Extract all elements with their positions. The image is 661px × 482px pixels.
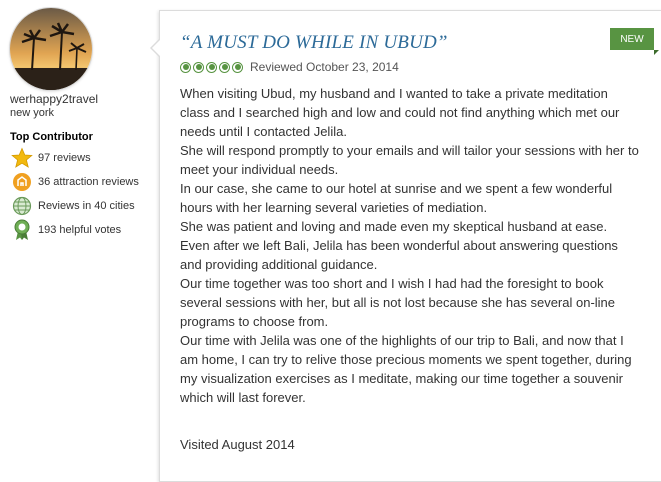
stat-attraction-reviews[interactable] [10, 171, 139, 193]
star-icon [10, 147, 34, 169]
stat-label: Reviews in 40 cities [38, 200, 135, 212]
rating-bubble-icon [219, 62, 230, 73]
attraction-icon [10, 171, 34, 193]
review-paragraph: When visiting Ubud, my husband and I wanted to take a private meditation class and I searched high and low and could not find anything which met our needs until I contacted Jelila. [180, 86, 620, 139]
rating-row [180, 59, 399, 75]
review-paragraph: Even after we left Bali, Jelila has been wonderful about answering questions and providing additional guidance. [180, 238, 618, 272]
rating-bubble-icon [206, 62, 217, 73]
rating-bubble-icon [180, 62, 191, 73]
stat-label: 36 attraction reviews [38, 176, 139, 188]
stat-cities[interactable] [10, 195, 135, 217]
new-badge: NEW [610, 28, 654, 50]
stat-label: 97 reviews [38, 152, 91, 164]
card-pointer-inner [152, 39, 161, 57]
review-paragraph: Our time together was too short and I wish I had had the foresight to book several sessions with her, but all is not lost because she has several on-line programs to choose from. [180, 276, 616, 329]
review-title[interactable]: “A MUST DO WHILE IN UBUD” [180, 32, 448, 53]
badge-title: Top Contributor [10, 131, 93, 143]
helpful-ribbon-icon [10, 219, 34, 241]
review-paragraph: In our case, she came to our hotel at sunrise and we spent a few wonderful hours with her learning several varieties of mediation. [180, 181, 613, 215]
rating-bubble-icon [193, 62, 204, 73]
review-paragraph: Our time with Jelila was one of the highlights of our trip to Bali, and now that I am home, I can try to relive those precious moments we spent together, during my visualization exercises as I meditate, making our time together a souvenir which will last forever. [180, 333, 632, 405]
globe-icon [10, 195, 34, 217]
stat-helpful-votes[interactable] [10, 219, 121, 241]
rating-bubble-icon [232, 62, 243, 73]
stat-label: 193 helpful votes [38, 224, 122, 236]
member-location: new york [10, 107, 55, 119]
review-paragraph: She will respond promptly to your emails and will tailor your sessions with her to meet your individual needs. [180, 143, 639, 177]
bubble-rating [180, 62, 245, 73]
stat-reviews[interactable] [10, 147, 91, 169]
visited-date: Visited August 2014 [180, 437, 295, 452]
username[interactable]: werhappy2travel [10, 92, 99, 106]
avatar-image [10, 8, 92, 90]
member-info [0, 0, 150, 467]
review-body [180, 84, 640, 407]
avatar[interactable] [10, 8, 92, 90]
review-paragraph: She was patient and loving and made even my skeptical husband at ease. [180, 219, 608, 234]
reviewed-date: Reviewed October 23, 2014 [250, 60, 399, 74]
